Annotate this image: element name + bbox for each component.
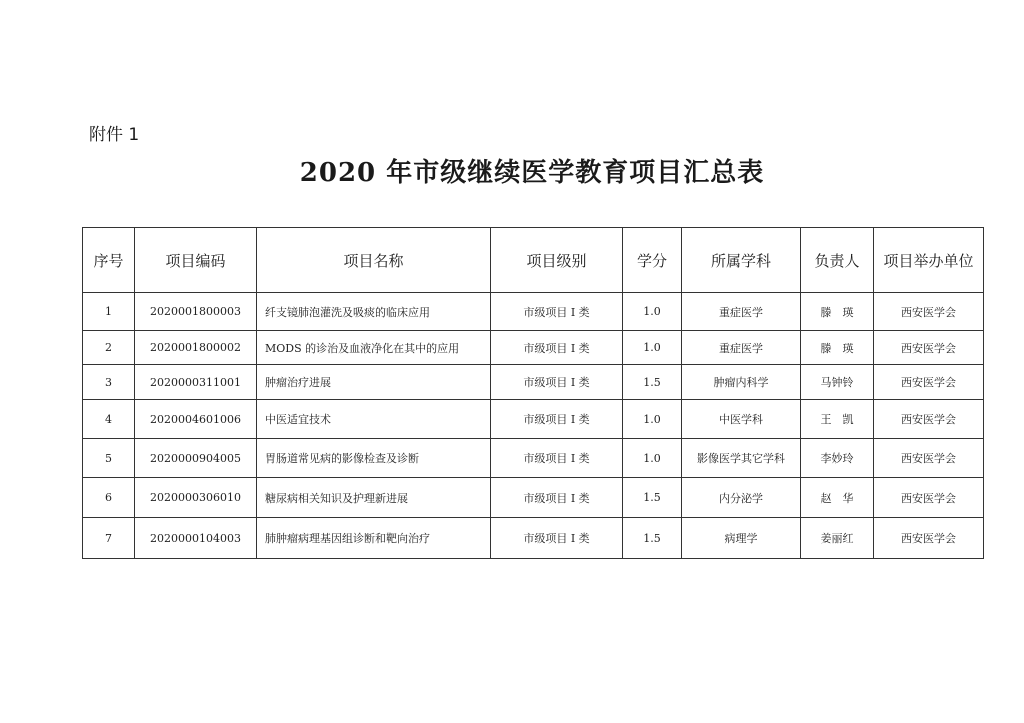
cell-serial-no: 2 xyxy=(83,331,135,365)
cell-project-level: 市级项目 I 类 xyxy=(491,400,623,439)
cell-discipline: 病理学 xyxy=(682,518,801,559)
cell-project-code: 2020004601006 xyxy=(135,400,257,439)
cell-organizer: 西安医学会 xyxy=(874,439,984,478)
cell-leader: 马钟铃 xyxy=(801,365,874,400)
cell-project-code: 2020000104003 xyxy=(135,518,257,559)
cell-project-name: 肺肿瘤病理基因组诊断和靶向治疗 xyxy=(257,518,491,559)
cell-organizer: 西安医学会 xyxy=(874,293,984,331)
table-row xyxy=(83,518,984,559)
cell-discipline: 重症医学 xyxy=(682,331,801,365)
cell-serial-no: 4 xyxy=(83,400,135,439)
header-organizer: 项目举办单位 xyxy=(874,228,984,293)
cell-project-level: 市级项目 I 类 xyxy=(491,439,623,478)
header-project-level: 项目级别 xyxy=(491,228,623,293)
cell-project-name: 肿瘤治疗进展 xyxy=(257,365,491,400)
cell-project-level: 市级项目 I 类 xyxy=(491,293,623,331)
cell-organizer: 西安医学会 xyxy=(874,478,984,518)
cell-project-name: MODS 的诊治及血液净化在其中的应用 xyxy=(257,331,491,365)
cell-project-code: 2020000311001 xyxy=(135,365,257,400)
project-summary-table xyxy=(82,227,984,559)
cell-project-name: 胃肠道常见病的影像检查及诊断 xyxy=(257,439,491,478)
cell-leader: 王 凯 xyxy=(801,400,874,439)
table-row xyxy=(83,400,984,439)
header-discipline: 所属学科 xyxy=(682,228,801,293)
cell-discipline: 肿瘤内科学 xyxy=(682,365,801,400)
header-leader: 负责人 xyxy=(801,228,874,293)
cell-project-code: 2020001800002 xyxy=(135,331,257,365)
table-row xyxy=(83,293,984,331)
attachment-label: 附件 1 xyxy=(89,125,140,145)
cell-project-level: 市级项目 I 类 xyxy=(491,331,623,365)
cell-project-code: 2020001800003 xyxy=(135,293,257,331)
cell-serial-no: 7 xyxy=(83,518,135,559)
table-header-row xyxy=(83,228,984,293)
cell-credit: 1.0 xyxy=(623,400,682,439)
cell-leader: 滕 瑛 xyxy=(801,331,874,365)
table-row xyxy=(83,478,984,518)
cell-discipline: 重症医学 xyxy=(682,293,801,331)
cell-project-level: 市级项目 I 类 xyxy=(491,478,623,518)
cell-project-name: 糖尿病相关知识及护理新进展 xyxy=(257,478,491,518)
cell-discipline: 影像医学其它学科 xyxy=(682,439,801,478)
cell-leader: 李妙玲 xyxy=(801,439,874,478)
cell-project-code: 2020000904005 xyxy=(135,439,257,478)
cell-serial-no: 1 xyxy=(83,293,135,331)
cell-leader: 姜丽红 xyxy=(801,518,874,559)
cell-serial-no: 3 xyxy=(83,365,135,400)
cell-credit: 1.0 xyxy=(623,331,682,365)
cell-serial-no: 6 xyxy=(83,478,135,518)
header-project-code: 项目编码 xyxy=(135,228,257,293)
cell-project-level: 市级项目 I 类 xyxy=(491,365,623,400)
table-row xyxy=(83,365,984,400)
cell-credit: 1.0 xyxy=(623,293,682,331)
header-serial-no: 序号 xyxy=(83,228,135,293)
cell-organizer: 西安医学会 xyxy=(874,518,984,559)
table-row xyxy=(83,331,984,365)
cell-credit: 1.5 xyxy=(623,365,682,400)
cell-project-code: 2020000306010 xyxy=(135,478,257,518)
cell-organizer: 西安医学会 xyxy=(874,331,984,365)
cell-leader: 赵 华 xyxy=(801,478,874,518)
header-credit: 学分 xyxy=(623,228,682,293)
cell-project-name: 中医适宜技术 xyxy=(257,400,491,439)
cell-serial-no: 5 xyxy=(83,439,135,478)
cell-project-level: 市级项目 I 类 xyxy=(491,518,623,559)
cell-leader: 滕 瑛 xyxy=(801,293,874,331)
cell-discipline: 内分泌学 xyxy=(682,478,801,518)
cell-credit: 1.0 xyxy=(623,439,682,478)
cell-credit: 1.5 xyxy=(623,518,682,559)
header-project-name: 项目名称 xyxy=(257,228,491,293)
document-title: 2020 年市级继续医学教育项目汇总表 xyxy=(299,158,765,188)
cell-organizer: 西安医学会 xyxy=(874,400,984,439)
cell-organizer: 西安医学会 xyxy=(874,365,984,400)
table-row xyxy=(83,439,984,478)
cell-project-name: 纤支镜肺泡灌洗及吸痰的临床应用 xyxy=(257,293,491,331)
cell-discipline: 中医学科 xyxy=(682,400,801,439)
cell-credit: 1.5 xyxy=(623,478,682,518)
